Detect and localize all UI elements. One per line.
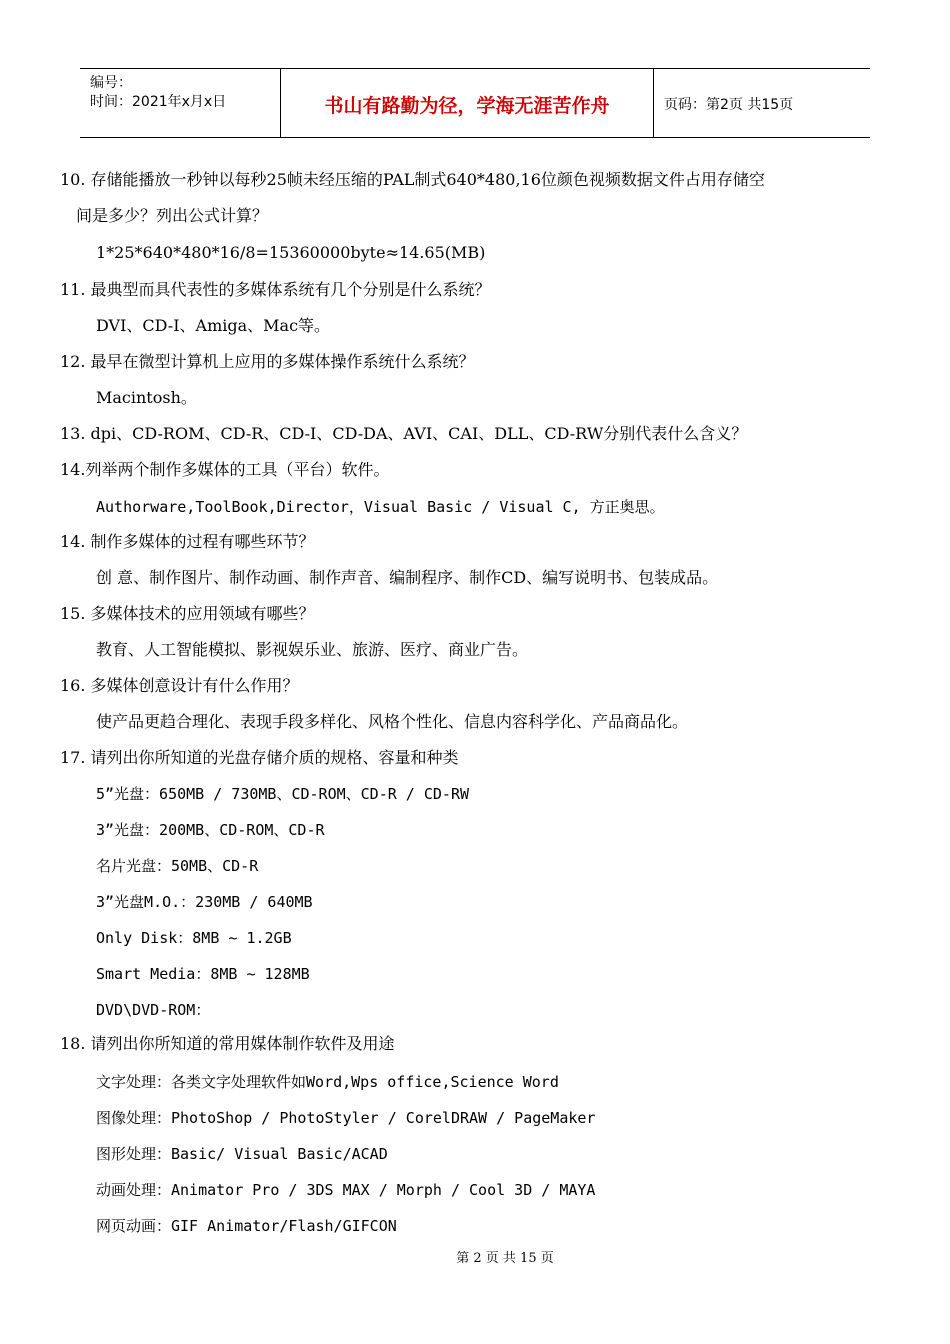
doc-number-label: 编号： bbox=[90, 75, 132, 91]
answer-17-line-1: 5”光盘：650MB / 730MB、CD-ROM、CD-R / CD-RW bbox=[96, 785, 470, 803]
answer-17-line-3: 名片光盘：50MB、CD-R bbox=[96, 857, 259, 875]
page-header bbox=[80, 68, 870, 138]
answer-18-line-2: 图像处理：PhotoShop / PhotoStyler / CorelDRAW / PageMaker bbox=[96, 1109, 596, 1127]
header-page-cell bbox=[654, 69, 870, 137]
question-11: 11. 最典型而具代表性的多媒体系统有几个分别是什么系统？ bbox=[60, 280, 491, 299]
question-18: 18. 请列出你所知道的常用媒体制作软件及用途 bbox=[60, 1034, 395, 1053]
answer-17-line-4: 3”光盘M.O.：230MB / 640MB bbox=[96, 893, 313, 911]
header-info-cell bbox=[80, 69, 281, 137]
answer-18-line-5: 网页动画：GIF Animator/Flash/GIFCON bbox=[96, 1217, 397, 1235]
page-footer: 第 2 页 共 15 页 bbox=[456, 1251, 554, 1266]
question-10: 10. 存储能播放一秒钟以每秒25帧未经压缩的PAL制式640*480,16位颜色视频数据文件占用存储空 bbox=[60, 170, 765, 189]
answer-10: 1*25*640*480*16/8=15360000byte≈14.65(MB) bbox=[96, 243, 486, 262]
answer-17-line-2: 3”光盘：200MB、CD-ROM、CD-R bbox=[96, 821, 325, 839]
question-14b: 14. 制作多媒体的过程有哪些环节？ bbox=[60, 532, 315, 551]
question-12: 12. 最早在微型计算机上应用的多媒体操作系统什么系统？ bbox=[60, 352, 475, 371]
answer-14b: 创 意、制作图片、制作动画、制作声音、编制程序、制作CD、编写说明书、包装成品。 bbox=[96, 568, 719, 587]
question-14a: 14.列举两个制作多媒体的工具（平台）软件。 bbox=[60, 460, 390, 479]
answer-17-line-7: DVD\DVD-ROM： bbox=[96, 1001, 211, 1019]
answer-12: Macintosh。 bbox=[96, 388, 197, 407]
answer-14a: Authorware,ToolBook,Director，Visual Basic / Visual C, 方正奥思。 bbox=[96, 498, 665, 516]
header-page-label: 页码：第2页 共15页 bbox=[664, 97, 794, 113]
answer-18-line-3: 图形处理：Basic/ Visual Basic/ACAD bbox=[96, 1145, 388, 1163]
answer-18-line-1: 文字处理：各类文字处理软件如Word,Wps office,Science Word bbox=[96, 1073, 559, 1091]
question-10-cont: 间是多少？列出公式计算？ bbox=[76, 206, 269, 225]
answer-11: DVI、CD-I、Amiga、Mac等。 bbox=[96, 316, 331, 335]
header-motto: 书山有路勤为径，学海无涯苦作舟 bbox=[324, 95, 610, 117]
answer-16: 使产品更趋合理化、表现手段多样化、风格个性化、信息内容科学化、产品商品化。 bbox=[96, 712, 689, 731]
question-13: 13. dpi、CD-ROM、CD-R、CD-I、CD-DA、AVI、CAI、DLL、CD-RW分别代表什么含义？ bbox=[60, 424, 748, 443]
answer-17-line-6: Smart Media：8MB ~ 128MB bbox=[96, 965, 310, 983]
answer-18-line-4: 动画处理：Animator Pro / 3DS MAX / Morph / Cool 3D / MAYA bbox=[96, 1181, 596, 1199]
answer-15: 教育、人工智能模拟、影视娱乐业、旅游、医疗、商业广告。 bbox=[96, 640, 529, 659]
question-15: 15. 多媒体技术的应用领域有哪些？ bbox=[60, 604, 315, 623]
header-motto-cell bbox=[281, 69, 654, 137]
doc-date-label: 时间：2021年x月x日 bbox=[90, 94, 227, 110]
question-17: 17. 请列出你所知道的光盘存储介质的规格、容量和种类 bbox=[60, 748, 459, 767]
question-16: 16. 多媒体创意设计有什么作用？ bbox=[60, 676, 299, 695]
answer-17-line-5: Only Disk：8MB ~ 1.2GB bbox=[96, 929, 292, 947]
